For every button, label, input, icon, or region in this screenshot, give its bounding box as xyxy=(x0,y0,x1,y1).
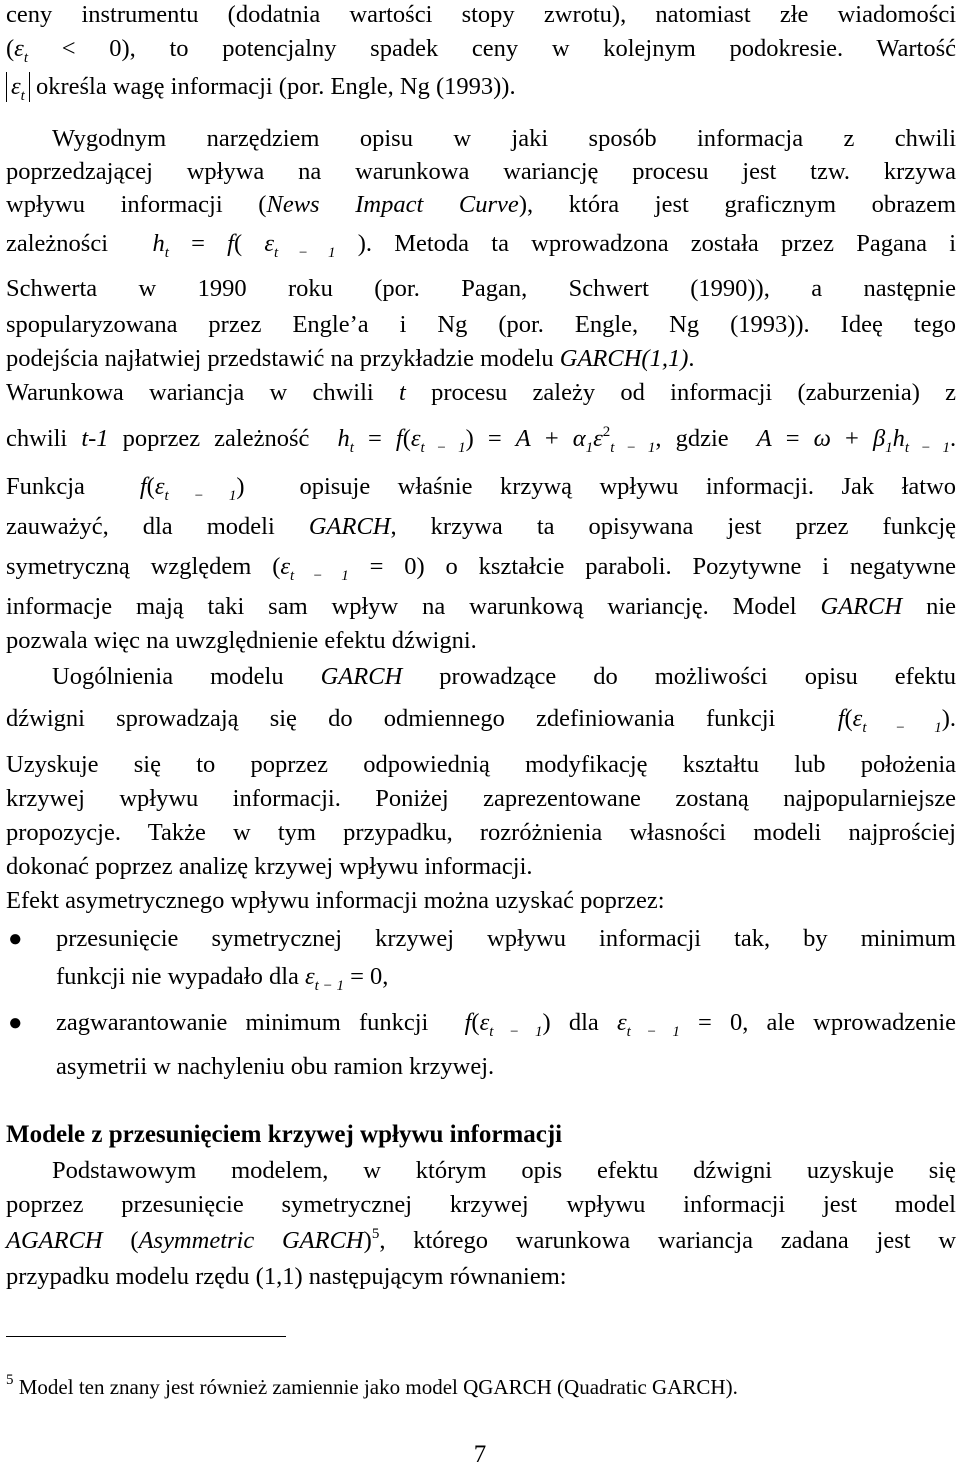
text-line: AGARCH (Asymmetric GARCH)$^5$, którego warunkowa wariancja zadana jest w xyxy=(6,1226,957,1254)
text-line: Podstawowym modelem, w którym opis efektu dźwigni uzyskuje się xyxy=(52,1157,956,1184)
bullet-icon: ● xyxy=(8,1010,23,1036)
text-line: pozwala więc na uwzględnienie efektu dźwigni. xyxy=(6,627,477,654)
text-line: $(\varepsilon_t < 0)$, to potencjalny spadek ceny w kolejnym podokresie. Wartość xyxy=(6,35,957,66)
list-item: przesunięcie symetrycznej krzywej wpływu informacji tak, by minimum xyxy=(56,925,956,952)
list-item: zagwarantowanie minimum funkcji $f(\varepsilon_{t - 1})$ dla $\varepsilon_{t - 1} = 0$, ale wprowadzenie xyxy=(56,1009,957,1040)
text-line: Warunkowa wariancja w chwili t procesu zależy od informacji (zaburzenia) z xyxy=(6,379,957,406)
text-line: $\varepsilon_t$ określa wagę informacji (por. Engle, Ng (1993)). xyxy=(6,72,956,102)
list-item: funkcji nie wypadało dla $\varepsilon_{t - 1} = 0$, xyxy=(56,963,389,994)
text-line: Uogólnienia modelu GARCH prowadzące do możliwości opisu efektu xyxy=(52,663,957,690)
abs-value: $\varepsilon_t$ xyxy=(6,72,30,102)
text-line: dźwigni sprowadzają się do odmiennego zdefiniowania funkcji $f(\varepsilon_{t - 1})$. xyxy=(6,705,956,736)
text-line: podejścia najłatwiej przedstawić na przykładzie modelu GARCH(1,1). xyxy=(6,345,695,372)
text-line: ceny instrumentu (dodatnia wartości stopy zwrotu), natomiast złe wiadomości xyxy=(6,1,956,28)
text-line: propozycje. Także w tym przypadku, rozróżnienia własności modeli najprościej xyxy=(6,819,956,846)
page-number: 7 xyxy=(473,1441,487,1468)
text-line: Wygodnym narzędziem opisu w jaki sposób informacja z chwili xyxy=(52,125,956,152)
text-line: wpływu informacji (News Impact Curve), która jest graficznym obrazem xyxy=(6,191,956,218)
text-line: Uzyskuje się to poprzez odpowiednią modyfikację kształtu lub położenia xyxy=(6,751,956,778)
text-line: krzywej wpływu informacji. Poniżej zaprezentowane zostaną najpopularniejsze xyxy=(6,785,956,812)
text-line: Funkcja $f(\varepsilon_{t - 1})$ opisuje właśnie krzywą wpływu informacji. Jak łatwo xyxy=(6,473,957,504)
text-line: dokonać poprzez analizę krzywej wpływu informacji. xyxy=(6,853,533,880)
text-line: chwili t-1 poprzez zależność $h_t = f(\varepsilon_{t - 1}) = A + \alpha_1\varepsilon^2_{t - 1}$, gdzie $A = \omega + \beta_1h_{t - 1}$. xyxy=(6,424,957,456)
footnote: $^5$ Model ten znany jest również zamiennie jako model QGARCH (Quadratic GARCH). xyxy=(6,1372,738,1399)
text-line: Schwerta w 1990 roku (por. Pagan, Schwert (1990)), a następnie xyxy=(6,275,956,302)
list-item: asymetrii w nachyleniu obu ramion krzywej. xyxy=(56,1053,495,1080)
text-line: Efekt asymetrycznego wpływu informacji można uzyskać poprzez: xyxy=(6,887,665,914)
text-line: zauważyć, dla modeli GARCH, krzywa ta opisywana jest przez funkcję xyxy=(6,513,956,540)
footnote-ref[interactable]: 5 xyxy=(371,1226,380,1242)
bullet-icon: ● xyxy=(8,926,23,952)
text-line: poprzedzającej wpływa na warunkowa wariancję procesu jest tzw. krzywa xyxy=(6,158,956,185)
section-heading: Modele z przesunięciem krzywej wpływu informacji xyxy=(6,1121,563,1148)
text-line: symetryczną względem $(\varepsilon_{t - 1} = 0)$ o kształcie paraboli. Pozytywne i negatywne xyxy=(6,553,956,584)
text-line: przypadku modelu rzędu (1,1) następującym równaniem: xyxy=(6,1263,567,1290)
footnote-separator xyxy=(6,1336,286,1337)
text-line: informacje mają taki sam wpływ na warunkową wariancję. Model GARCH nie xyxy=(6,593,957,620)
text-line: poprzez przesunięcie symetrycznej krzywej wpływu informacji jest model xyxy=(6,1191,956,1218)
text-line: spopularyzowana przez Engle’a i Ng (por. Engle, Ng (1993)). Ideę tego xyxy=(6,311,956,338)
text-line: zależności $h_t = f$( $\varepsilon_{t - 1}$ ). Metoda ta wprowadzona została przez Pagana i xyxy=(6,230,957,261)
